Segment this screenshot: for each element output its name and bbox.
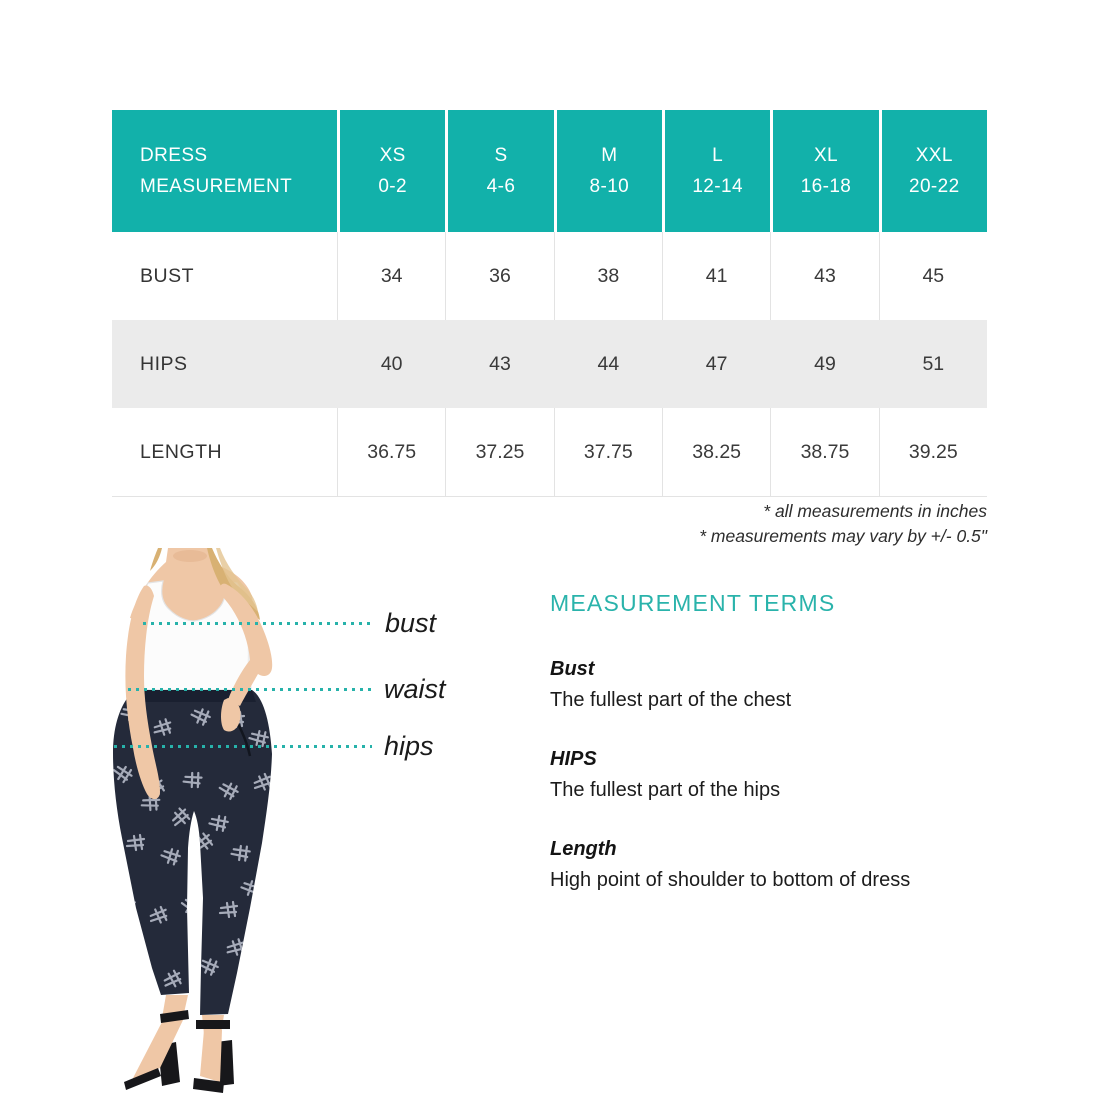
size-name: M [601, 145, 618, 166]
size-name: XXL [915, 145, 953, 166]
table-cell: 38.75 [770, 408, 878, 496]
woman-figure-svg [100, 548, 380, 1100]
size-name: L [712, 145, 724, 166]
size-table [112, 110, 987, 497]
header-cell-dress-measurement [112, 110, 337, 232]
header-cell-size-s [445, 110, 553, 232]
size-table-body [112, 232, 987, 497]
table-cell: 39.25 [879, 408, 987, 496]
footnote-tolerance: * measurements may vary by +/- 0.5" [699, 525, 987, 546]
waist-dotted-line [128, 688, 372, 691]
row-label: LENGTH [140, 440, 223, 463]
term-definition: High point of shoulder to bottom of dress [550, 869, 911, 892]
header-title-line1: DRESS [140, 145, 208, 166]
size-range: 20-22 [909, 176, 960, 197]
header-title-line2: MEASUREMENT [140, 176, 293, 197]
table-cell: 49 [814, 352, 836, 375]
table-row-bust [112, 232, 987, 320]
term-bust [550, 658, 1020, 712]
size-range: 0-2 [378, 176, 407, 197]
terms-title: MEASUREMENT TERMS [550, 590, 836, 616]
size-table-header-row [112, 110, 987, 232]
header-cell-size-xl [770, 110, 878, 232]
header-cell-size-xxl [879, 110, 987, 232]
table-cell: 45 [879, 232, 987, 320]
model-photo [100, 548, 380, 1100]
term-definition: The fullest part of the hips [550, 779, 781, 802]
table-cell: 44 [597, 352, 620, 375]
size-range: 16-18 [800, 176, 852, 197]
table-row-length [112, 408, 987, 496]
table-cell: 36 [445, 232, 553, 320]
table-cell: 36.75 [337, 408, 445, 496]
table-cell: 40 [380, 352, 403, 375]
header-cell-size-l [662, 110, 770, 232]
bust-dotted-line [143, 622, 372, 625]
header-cell-size-m [554, 110, 662, 232]
term-name: Length [550, 838, 617, 861]
table-cell: 43 [770, 232, 878, 320]
measurement-terms-panel [550, 590, 1020, 892]
table-cell: 47 [705, 352, 728, 375]
table-cell: 51 [922, 352, 945, 375]
term-length [550, 838, 1020, 892]
table-cell: 43 [489, 352, 511, 375]
footnote-units: * all measurements in inches [763, 501, 987, 521]
size-range: 12-14 [692, 176, 743, 197]
header-cell-size-xs [337, 110, 445, 232]
term-name: HIPS [550, 748, 597, 771]
size-name: S [494, 145, 508, 166]
table-row-hips [112, 320, 987, 408]
term-definition: The fullest part of the chest [550, 689, 792, 712]
hips-dotted-line [114, 745, 372, 748]
table-cell: 41 [662, 232, 770, 320]
term-hips [550, 748, 1020, 802]
table-cell: 37.25 [445, 408, 553, 496]
waist-line-label: waist [384, 674, 446, 704]
hips-line-label: hips [384, 731, 434, 761]
size-name: XS [379, 145, 406, 166]
table-cell: 38 [554, 232, 662, 320]
bust-line-label: bust [385, 608, 437, 638]
size-range: 8-10 [589, 176, 630, 197]
size-name: XL [813, 145, 838, 166]
table-cell: 38.25 [662, 408, 770, 496]
footnotes [112, 499, 987, 548]
term-name: Bust [550, 658, 595, 681]
table-cell: 37.75 [554, 408, 662, 496]
size-range: 4-6 [486, 176, 516, 197]
row-label: HIPS [140, 352, 188, 375]
row-label: BUST [140, 264, 195, 287]
table-cell: 34 [337, 232, 445, 320]
